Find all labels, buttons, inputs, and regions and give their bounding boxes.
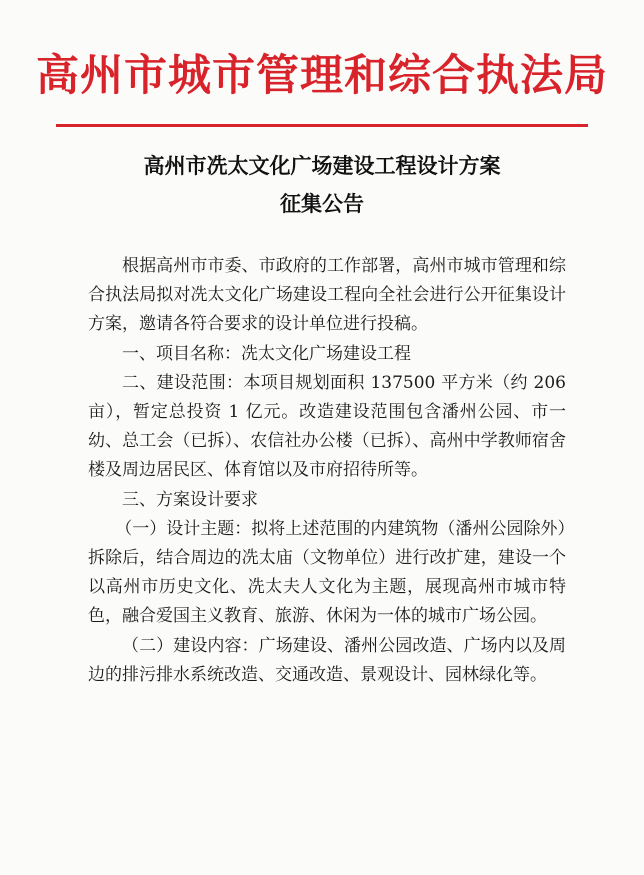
paragraph-design-theme: （一）设计主题：拟将上述范围的内建筑物（潘州公园除外）拆除后，结合周边的冼太庙（文物单位）进行改扩建，建设一个以高州市历史文化、冼太夫人文化为主题，展现高州市城市特色，融合爱国主义教育、旅游、休闲为一体的城市广场公园。 [88, 518, 566, 627]
paragraph-project-name: 一、项目名称：冼太文化广场建设工程 [122, 343, 411, 364]
document-title-line-2: 征集公告 [280, 191, 364, 216]
agency-header: 高州市城市管理和综合执法局 [36, 51, 608, 101]
document-title-line-1: 高州市冼太文化广场建设工程设计方案 [143, 153, 501, 178]
paragraph-design-requirements-heading: 三、方案设计要求 [122, 489, 258, 510]
paragraph-construction-scope: 二、建设范围：本项目规划面积 137500 平方米（约 206 亩），暂定总投资 1 亿元。改造建设范围包含潘州公园、市一幼、总工会（已拆）、农信社办公楼（已拆）、高州中学教师宿舍楼及周边居民区、体育馆以及市府招待所等。 [88, 372, 566, 481]
header-red-rule [56, 124, 588, 127]
announcement-body [88, 252, 566, 690]
paragraph-intro: 根据高州市市委、市政府的工作部署，高州市城市管理和综合执法局拟对冼太文化广场建设工程向全社会进行公开征集设计方案，邀请各符合要求的设计单位进行投稿。 [88, 256, 566, 335]
paragraph-construction-content: （二）建设内容：广场建设、潘州公园改造、广场内以及周边的排污排水系统改造、交通改造、景观设计、园林绿化等。 [88, 635, 566, 685]
